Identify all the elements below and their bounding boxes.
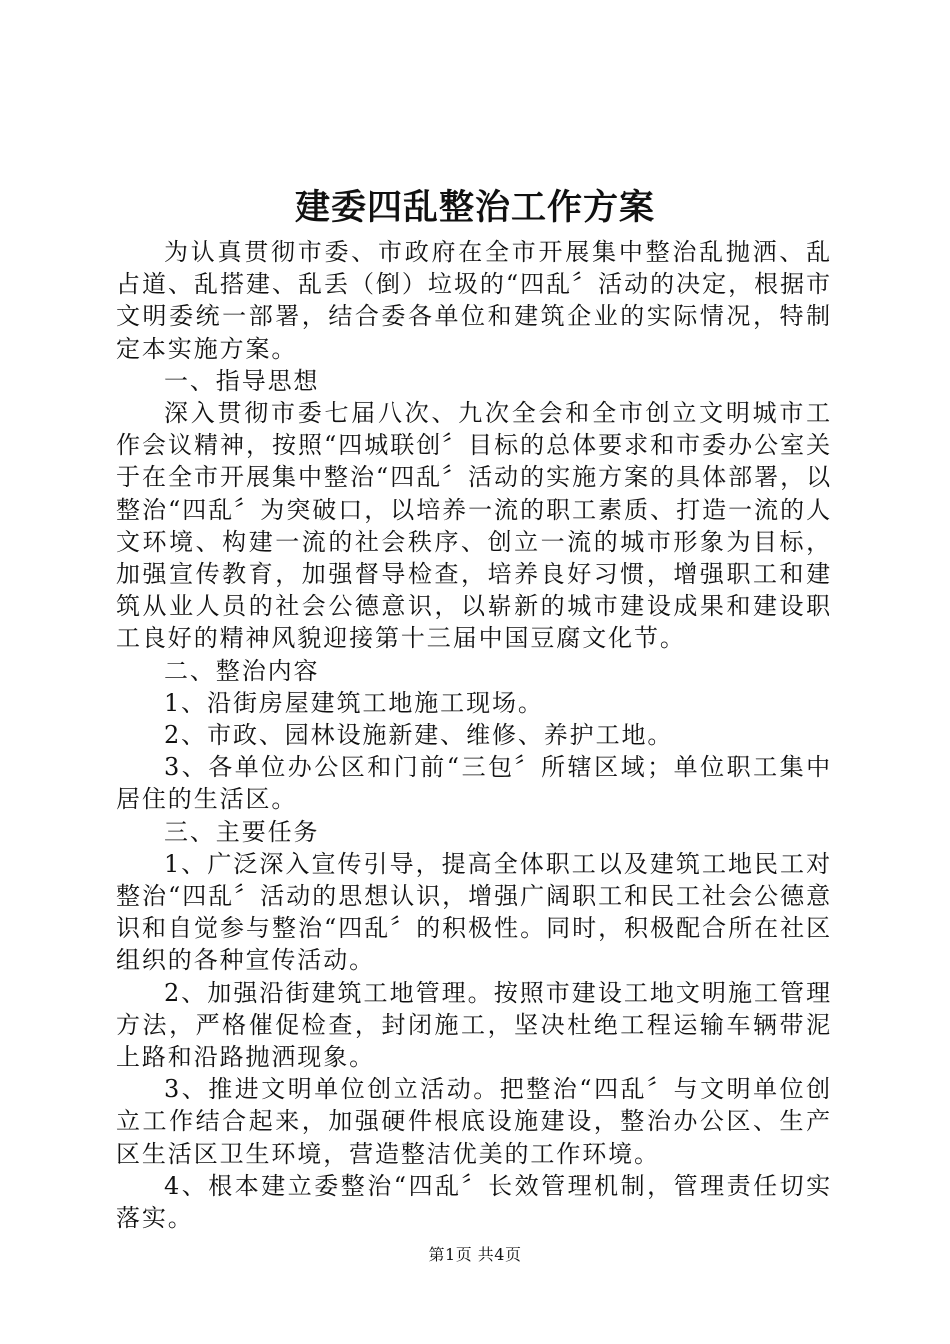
intro-paragraph: 为认真贯彻市委、市政府在全市开展集中整治乱抛洒、乱占道、乱搭建、乱丢（倒）垃圾的“四乱〞活动的决定，根据市文明委统一部署，结合委各单位和建筑企业的实际情况，特制定本实施方案。 <box>116 238 832 363</box>
guiding-thought-paragraph: 深入贯彻市委七届八次、九次全会和全市创立文明城市工作会议精神，按照“四城联创〞目标的总体要求和市委办公室关于在全市开展集中整治“四乱〞活动的实施方案的具体部署，以整治“四乱〞为突破口，以培养一流的职工素质、打造一流的人文环境、构建一流的社会秩序、创立一流的城市形象为目标，加强宣传教育，加强督导检查，培养良好习惯，增强职工和建筑从业人员的社会公德意识，以崭新的城市建设成果和建设职工良好的精神风貌迎接第十三届中国豆腐文化节。 <box>116 399 832 653</box>
content-item-2: 2、市政、园林设施新建、维修、养护工地。 <box>164 721 674 750</box>
document-title: 建委四乱整治工作方案 <box>294 187 655 228</box>
content-item-1: 1、沿街房屋建筑工地施工现场。 <box>164 688 544 717</box>
section-heading-guiding-thought: 一、指导思想 <box>164 366 320 395</box>
task-item-4: 4、根本建立委整治“四乱〞长效管理机制，管理责任切实落实。 <box>116 1171 832 1233</box>
task-item-1: 1、广泛深入宣传引导，提高全体职工以及建筑工地民工对整治“四乱〞活动的思想认识，增强广阔职工和民工社会公德意识和自觉参与整治“四乱〞的积极性。同时，积极配合所在社区组织的各种宣传活动。 <box>116 849 832 975</box>
content-item-3: 3、各单位办公区和门前“三包〞所辖区域；单位职工集中居住的生活区。 <box>116 753 832 814</box>
task-item-2: 2、加强沿街建筑工地管理。按照市建设工地文明施工管理方法，严格催促检查，封闭施工，坚决杜绝工程运输车辆带泥上路和沿路抛洒现象。 <box>116 978 832 1072</box>
task-item-3: 3、推进文明单位创立活动。把整治“四乱〞与文明单位创立工作结合起来，加强硬件根底设施建设，整治办公区、生产区生活区卫生环境，营造整洁优美的工作环境。 <box>116 1075 832 1168</box>
section-heading-main-tasks: 三、主要任务 <box>164 817 320 846</box>
section-heading-rectification-content: 二、整治内容 <box>164 656 320 685</box>
page-number-footer: 第1页 共4页 <box>428 1245 522 1264</box>
document-body <box>116 236 832 1234</box>
